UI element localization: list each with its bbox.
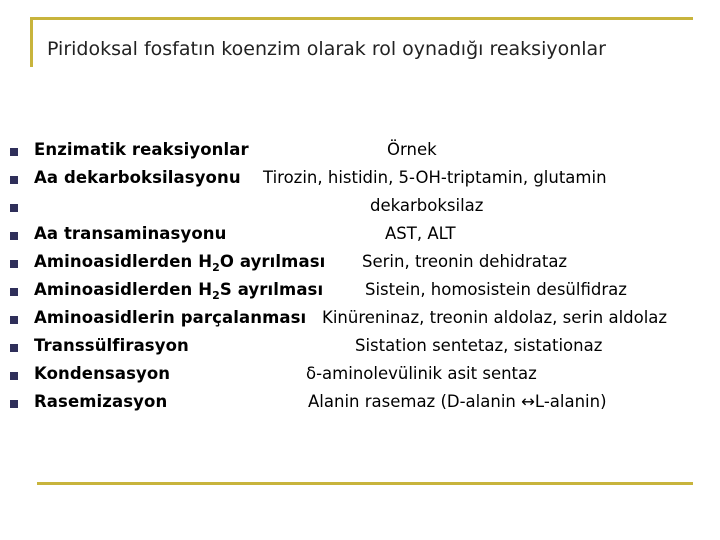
row-label: Aminoasidlerin parçalanması bbox=[34, 308, 307, 327]
bullet-icon bbox=[10, 232, 18, 240]
row-example: Tirozin, histidin, 5-OH-triptamin, glutamin bbox=[263, 168, 607, 187]
row-label: Kondensasyon bbox=[34, 364, 171, 383]
list-item bbox=[0, 392, 720, 417]
row-example: δ-aminolevülinik asit sentaz bbox=[306, 364, 537, 383]
bullet-icon bbox=[10, 260, 18, 268]
bullet-icon bbox=[10, 204, 18, 212]
row-label-subscript: 2 bbox=[212, 261, 220, 274]
row-label-subscript: 2 bbox=[212, 289, 220, 302]
list-item bbox=[0, 364, 720, 389]
list-item bbox=[0, 196, 720, 221]
bullet-icon bbox=[10, 176, 18, 184]
row-example: Serin, treonin dehidrataz bbox=[362, 252, 568, 271]
row-label-part: Aminoasidlerden H bbox=[34, 252, 213, 271]
row-label: Transsülfirasyon bbox=[34, 336, 189, 355]
list-item bbox=[0, 168, 720, 193]
row-example: Sistation sentetaz, sistationaz bbox=[355, 336, 603, 355]
bullet-icon bbox=[10, 148, 18, 156]
bullet-icon bbox=[10, 344, 18, 352]
slide-title: Piridoksal fosfatın koenzim olarak rol oynadığı reaksiyonlar bbox=[47, 38, 606, 60]
list-item bbox=[0, 280, 720, 305]
row-example: dekarboksilaz bbox=[370, 196, 484, 215]
row-label: Aa dekarboksilasyonu bbox=[34, 168, 241, 187]
row-label-part: S ayrılması bbox=[219, 280, 324, 299]
list-item bbox=[0, 140, 720, 165]
row-label-part: Aminoasidlerden H bbox=[34, 280, 213, 299]
list-item bbox=[0, 224, 720, 249]
list-item bbox=[0, 336, 720, 361]
title-accent-vertical-line bbox=[30, 17, 33, 67]
row-example: Alanin rasemaz (D-alanin ↔L-alanin) bbox=[308, 392, 607, 411]
bullet-icon bbox=[10, 400, 18, 408]
bullet-icon bbox=[10, 288, 18, 296]
list-item bbox=[0, 308, 720, 333]
row-label: Enzimatik reaksiyonlar bbox=[34, 140, 249, 159]
row-label: Rasemizasyon bbox=[34, 392, 168, 411]
row-example: Kinüreninaz, treonin aldolaz, serin aldolaz bbox=[322, 308, 668, 327]
row-example: Örnek bbox=[387, 140, 437, 159]
row-label bbox=[34, 280, 323, 302]
row-label bbox=[34, 252, 325, 274]
bullet-icon bbox=[10, 372, 18, 380]
row-example: AST, ALT bbox=[385, 224, 456, 243]
bullet-icon bbox=[10, 316, 18, 324]
row-label-part: O ayrılması bbox=[219, 252, 326, 271]
footer-accent-line bbox=[37, 482, 693, 485]
row-example: Sistein, homosistein desülfidraz bbox=[365, 280, 627, 299]
title-accent-top-line bbox=[30, 17, 693, 20]
list-item bbox=[0, 252, 720, 277]
row-label: Aa transaminasyonu bbox=[34, 224, 227, 243]
